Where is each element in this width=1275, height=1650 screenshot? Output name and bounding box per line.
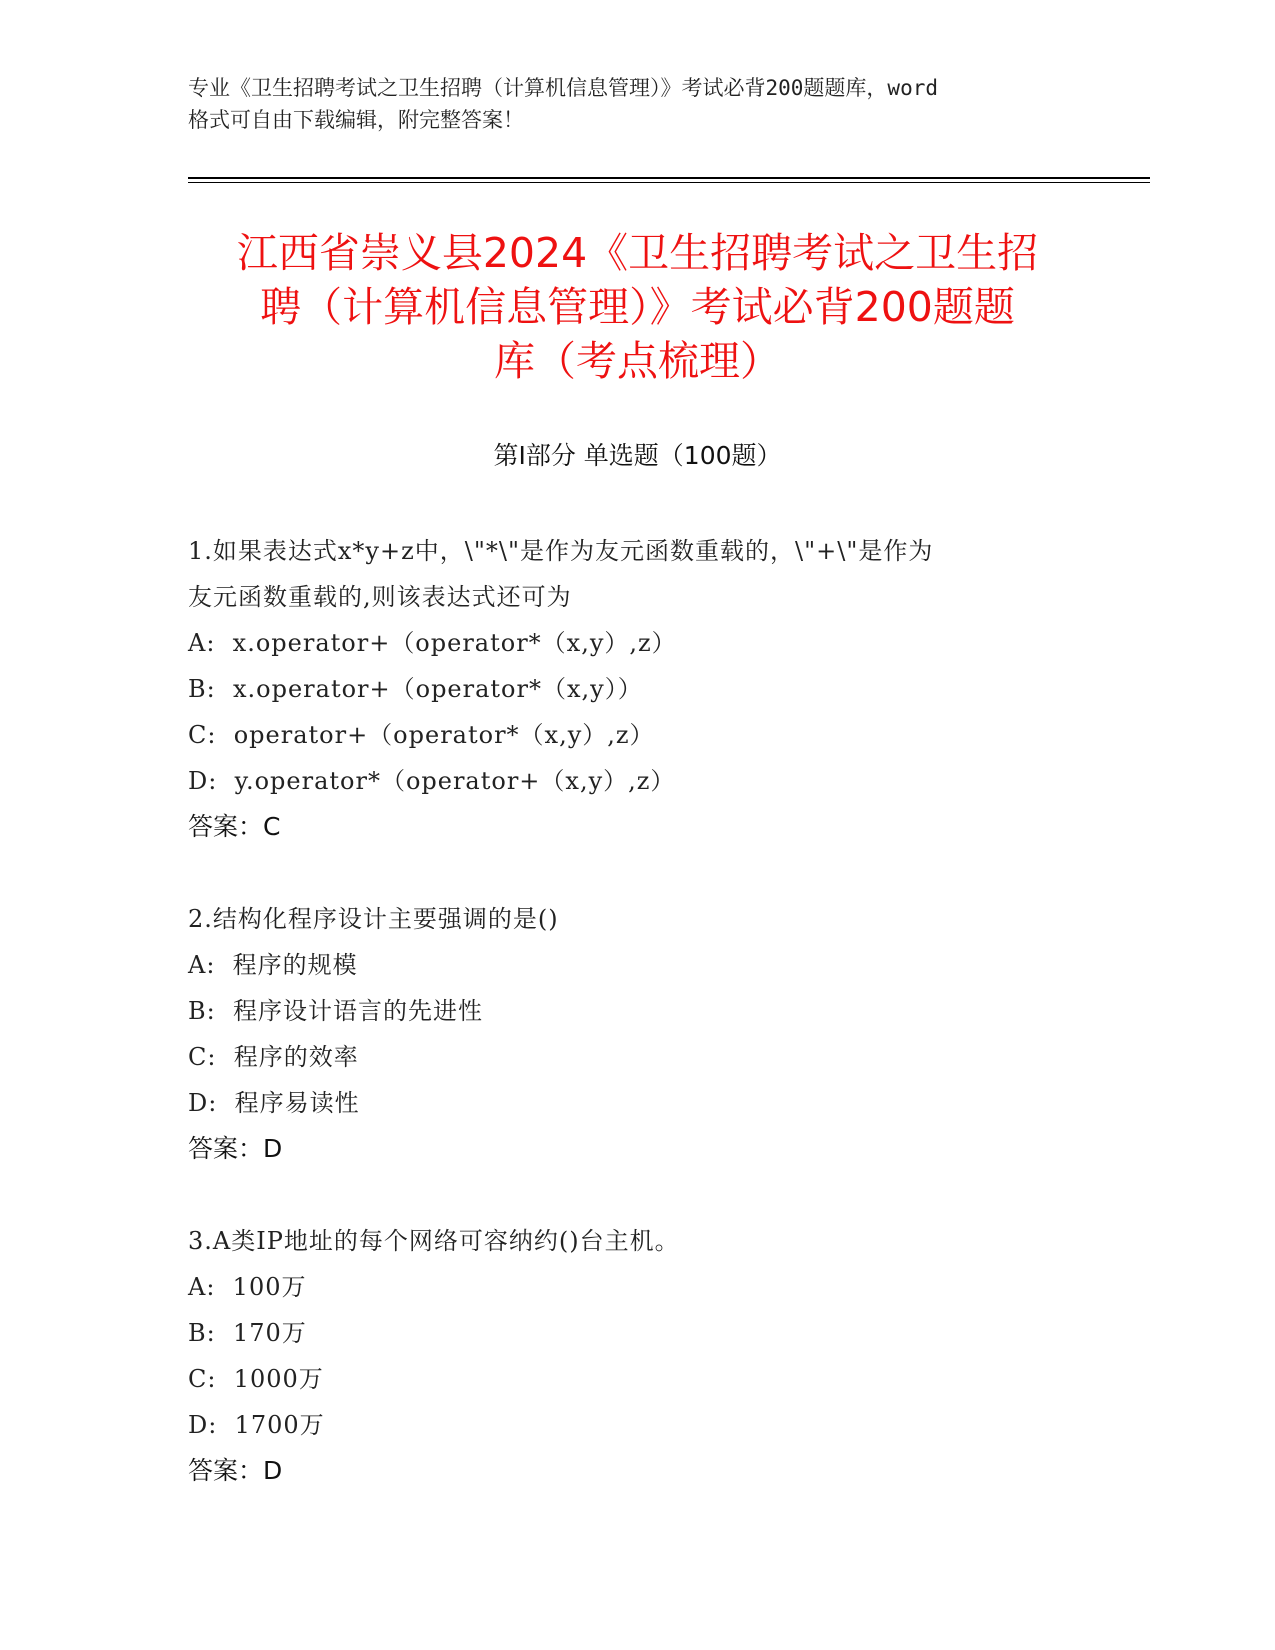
document-title-line-2: 聘（计算机信息管理）》考试必背200题题 <box>260 283 1015 331</box>
option-c: C: 1000万 <box>188 1365 324 1393</box>
header-divider-thin <box>188 182 1150 183</box>
option-d: D: y.operator*（operator+（x,y）,z） <box>188 767 676 795</box>
header-divider-thick <box>188 177 1150 179</box>
option-c: C: operator+（operator*（x,y）,z） <box>188 721 655 749</box>
question-stem: 1.如果表达式x*y+z中，\"*\"是作为友元函数重载的，\"+\"是作为 <box>188 537 934 565</box>
option-b: B: 170万 <box>188 1319 307 1347</box>
question-2 <box>188 896 1088 1172</box>
option-d: D: 程序易读性 <box>188 1089 360 1117</box>
question-1 <box>188 528 1088 850</box>
option-c: C: 程序的效率 <box>188 1043 359 1071</box>
question-stem-continued: 友元函数重载的,则该表达式还可为 <box>188 583 572 611</box>
option-b: B: x.operator+（operator*（x,y）） <box>188 675 643 703</box>
header-note-line-2: 格式可自由下载编辑，附完整答案！ <box>188 108 524 132</box>
question-stem: 2.结构化程序设计主要强调的是() <box>188 905 559 933</box>
option-a: A: x.operator+（operator*（x,y）,z） <box>188 629 677 657</box>
option-b: B: 程序设计语言的先进性 <box>188 997 483 1025</box>
option-d: D: 1700万 <box>188 1411 325 1439</box>
answer: 答案：D <box>188 1134 283 1163</box>
option-a: A: 100万 <box>188 1273 307 1301</box>
document-title <box>150 226 1125 388</box>
document-title-line-1: 江西省崇义县2024《卫生招聘考试之卫生招 <box>236 229 1039 277</box>
question-list <box>188 528 1088 1540</box>
document-title-line-3: 库（考点梳理） <box>494 337 781 385</box>
answer: 答案：D <box>188 1456 283 1485</box>
option-a: A: 程序的规模 <box>188 951 358 979</box>
header-note-line-1: 专业《卫生招聘考试之卫生招聘（计算机信息管理）》考试必背200题题库，word <box>188 76 938 100</box>
question-stem: 3.A类IP地址的每个网络可容纳约()台主机。 <box>188 1227 680 1255</box>
section-title: 第Ⅰ部分 单选题（100题） <box>493 441 782 470</box>
answer: 答案：C <box>188 812 281 841</box>
header-note <box>188 72 1088 136</box>
question-3 <box>188 1218 1088 1494</box>
